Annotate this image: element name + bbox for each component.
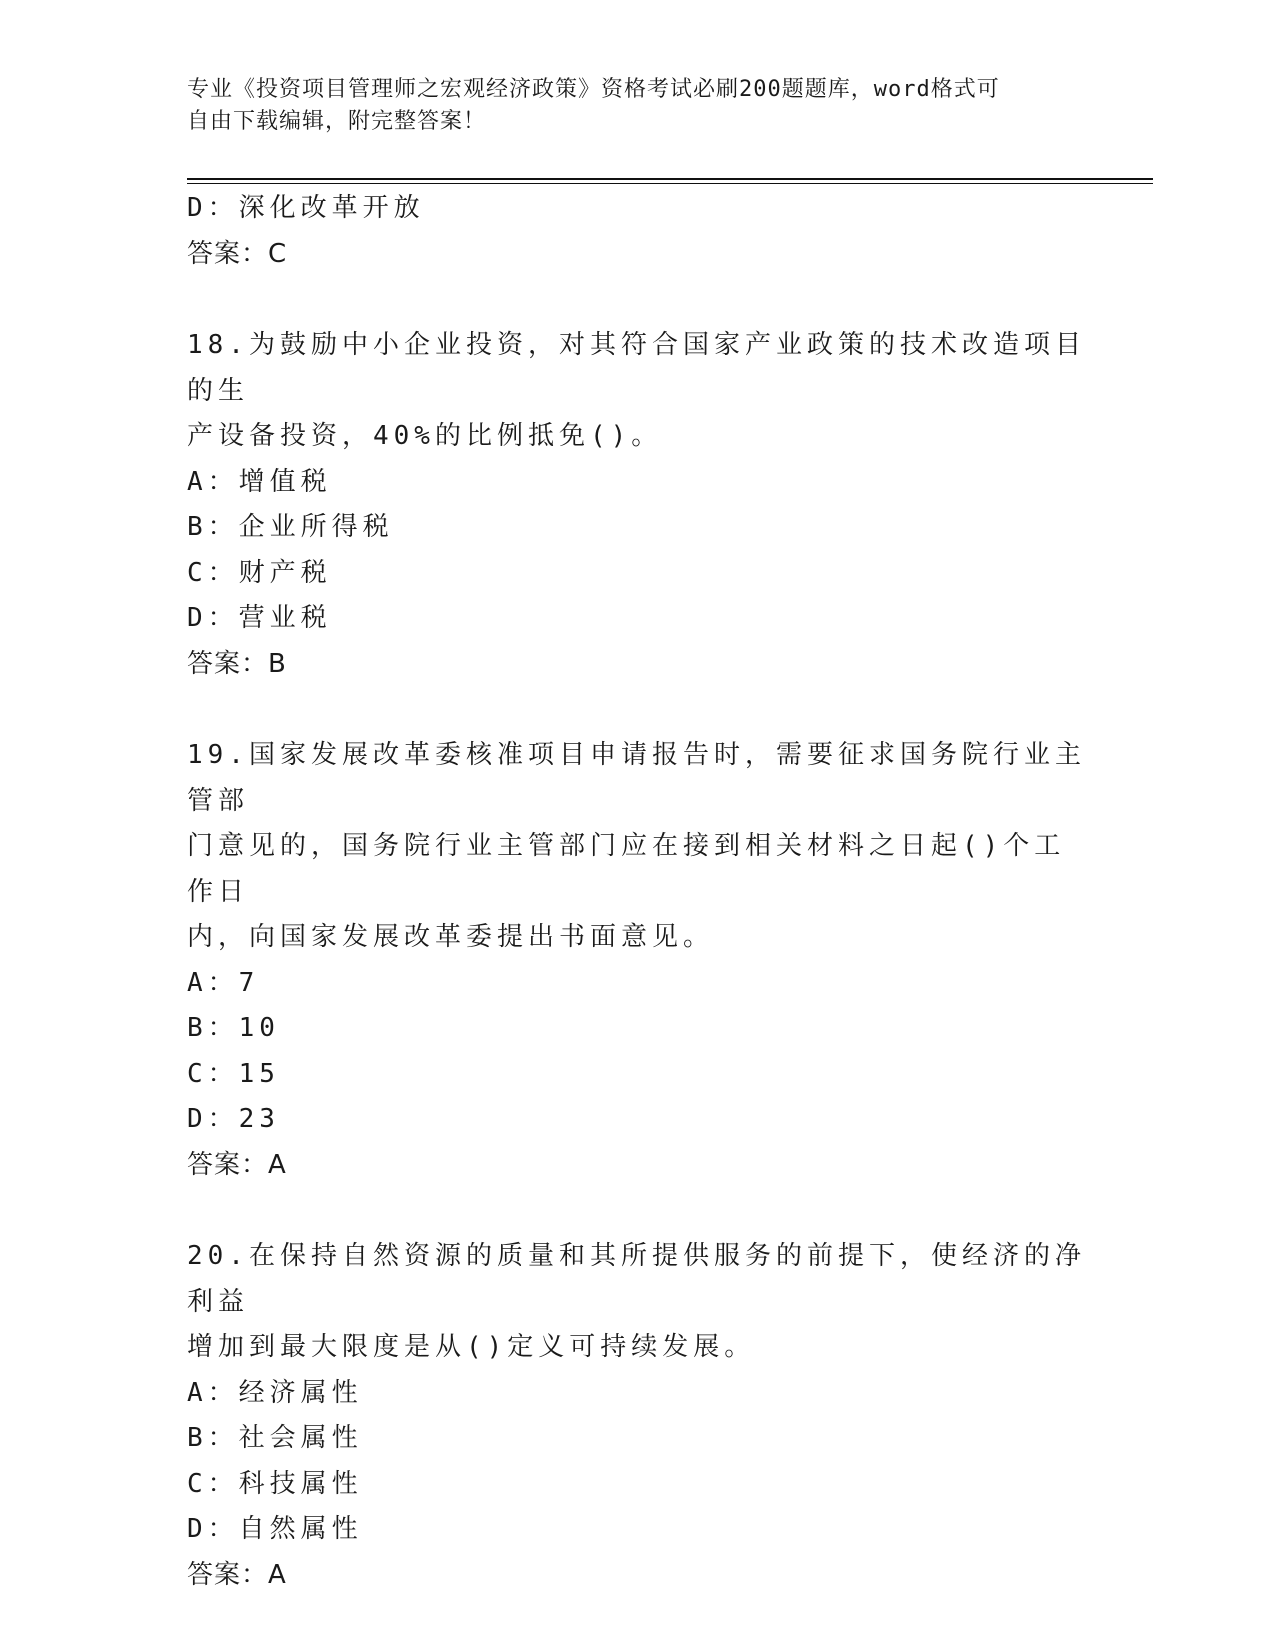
question-line: 19.国家发展改革委核准项目申请报告时，需要征求国务院行业主管部 <box>187 740 1086 816</box>
option-d: D：自然属性 <box>187 1514 363 1544</box>
question-text <box>187 733 1087 961</box>
option-c: C：15 <box>187 1058 280 1089</box>
question-line: 增加到最大限度是从()定义可持续发展。 <box>187 1332 756 1362</box>
question-content <box>187 186 1087 1598</box>
question-line: 门意见的，国务院行业主管部门应在接到相关材料之日起()个工作日 <box>187 831 1066 907</box>
option-d: D：23 <box>187 1104 280 1134</box>
question-line: 18.为鼓励中小企业投资，对其符合国家产业政策的技术改造项目的生 <box>187 330 1086 406</box>
answer: 答案：B <box>187 648 287 679</box>
question-line: 产设备投资，40%的比例抵免()。 <box>187 421 663 451</box>
header-line-1: 专业《投资项目管理师之宏观经济政策》资格考试必刷200题题库，word格式可 <box>187 77 1000 102</box>
question-block-20 <box>187 1234 1087 1598</box>
answer: 答案：C <box>187 238 288 269</box>
option-a: A：7 <box>187 967 260 998</box>
question-block-18 <box>187 323 1087 687</box>
header-divider-thin <box>187 183 1153 184</box>
answer: 答案：A <box>187 1559 287 1590</box>
option-b: B：企业所得税 <box>187 512 394 542</box>
option-b: B：10 <box>187 1013 280 1043</box>
option-b: B：社会属性 <box>187 1423 363 1453</box>
spacer <box>187 687 1087 733</box>
header-divider-thick <box>187 178 1153 180</box>
option-d: D：营业税 <box>187 603 332 633</box>
question-text <box>187 323 1087 460</box>
answer: 答案：A <box>187 1149 287 1180</box>
option-c: C：财产税 <box>187 557 332 588</box>
question-text <box>187 1234 1087 1371</box>
question-block-19 <box>187 733 1087 1188</box>
option-c: C：科技属性 <box>187 1468 363 1499</box>
option-a: A：经济属性 <box>187 1377 363 1408</box>
option-a: A：增值税 <box>187 466 332 497</box>
spacer <box>187 277 1087 323</box>
document-header <box>187 74 1087 138</box>
spacer <box>187 1188 1087 1234</box>
header-line-2: 自由下载编辑，附完整答案！ <box>187 109 487 134</box>
option-d: D：深化改革开放 <box>187 193 425 223</box>
question-line: 20.在保持自然资源的质量和其所提供服务的前提下，使经济的净利益 <box>187 1241 1086 1317</box>
question-line: 内，向国家发展改革委提出书面意见。 <box>187 922 715 952</box>
